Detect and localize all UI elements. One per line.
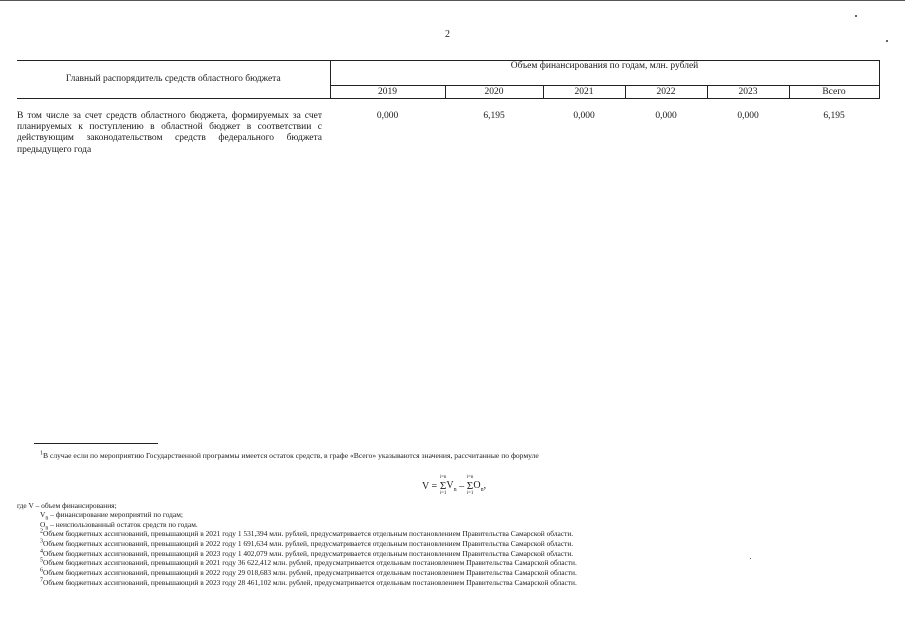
volume-header: Объем финансирования по годам, млн. рублей [330, 61, 879, 86]
footnote-item: $^2$Объем бюджетных ассигнований, превышающий в 2021 году 1 531,394 млн. рублей, предусматривается отдельным постановлением Правительства Самарской области. [40, 528, 574, 539]
footnote-item: $^7$Объем бюджетных ассигнований, превышающий в 2023 году 28 461,102 млн. рублей, предусматривается отдельным постановлением Правительства Самарской области. [40, 577, 577, 587]
value-cell: 0,000 [655, 111, 677, 121]
formula-term-v: V [446, 479, 454, 491]
footnote-list [40, 510, 577, 588]
value-cell: 6,195 [823, 111, 845, 121]
scan-speck [750, 558, 751, 559]
definition-line: $V_n$ – финансирование мероприятий по годам; [40, 510, 183, 522]
value-cell: 0,000 [737, 111, 759, 121]
formula-minus: – [459, 480, 465, 492]
footnote-1 [40, 451, 539, 460]
page-number: 2 [445, 29, 450, 40]
value-cell: 0,000 [376, 111, 399, 121]
value-cell: 6,195 [483, 111, 505, 121]
sum-symbol: i=n Σ i=1 [466, 475, 474, 496]
footnote-item: $^5$Объем бюджетных ассигнований, превышающий в 2021 году 36 622,412 млн. рублей, предусматривается отдельным постановлением Правительства Самарской области. [40, 557, 577, 568]
distributor-header: Главный распорядитель средств областного бюджета [17, 61, 330, 99]
sum-symbol: i=n Σ i=1 [439, 475, 447, 496]
formula-lhs: V = [422, 480, 438, 492]
top-edge-rule [0, 0, 905, 1]
year-header: 2019 [330, 86, 445, 99]
table-row [17, 99, 879, 156]
scan-speck [855, 15, 857, 17]
formula: V = i=n Σ i=1 $V_n$ – i=n Σ i=1 $O_n$, [422, 475, 487, 496]
formula-term-o: O [473, 479, 481, 491]
footnote-text: В случае если по мероприятию Государственной программы имеется остаток средств, в графе «Всего» указываются значения, рассчитанные по формуле [43, 451, 539, 460]
year-header: 2021 [543, 86, 625, 99]
footnote-item: $^6$Объем бюджетных ассигнований, превышающий в 2022 году 29 018,683 млн. рублей, предусматривается отдельным постановлением Правительства Самарской области. [40, 567, 577, 578]
footnote-mark: 1 [40, 450, 43, 457]
footnote-separator [34, 443, 158, 444]
where-line: где V – объем финансирования; [17, 501, 117, 510]
row-description: В том числе за счет средств областного бюджета, формируемых за счет планируемых к поступлению в областной бюджет в соответствии с действующим законодательством средств федерального бюджета предыдущего года [17, 111, 322, 155]
footnote-item: $^3$Объем бюджетных ассигнований, превышающий в 2022 году 1 691,634 млн. рублей, предусматривается отдельным постановлением Правительства Самарской области. [40, 538, 574, 549]
scan-speck [886, 40, 888, 42]
definition-line: $O_n$ – неиспользованный остаток средств по годам. [40, 519, 198, 532]
year-header: 2022 [625, 86, 707, 99]
financing-table [17, 60, 880, 156]
footnote-item: $^4$Объем бюджетных ассигнований, превышающий в 2023 году 1 402,079 млн. рублей, предусматривается отдельным постановлением Правительства Самарской области. [40, 548, 574, 558]
year-header: 2020 [445, 86, 543, 99]
year-header: Всего [789, 86, 879, 99]
value-cell: 0,000 [573, 111, 595, 121]
year-header: 2023 [707, 86, 789, 99]
